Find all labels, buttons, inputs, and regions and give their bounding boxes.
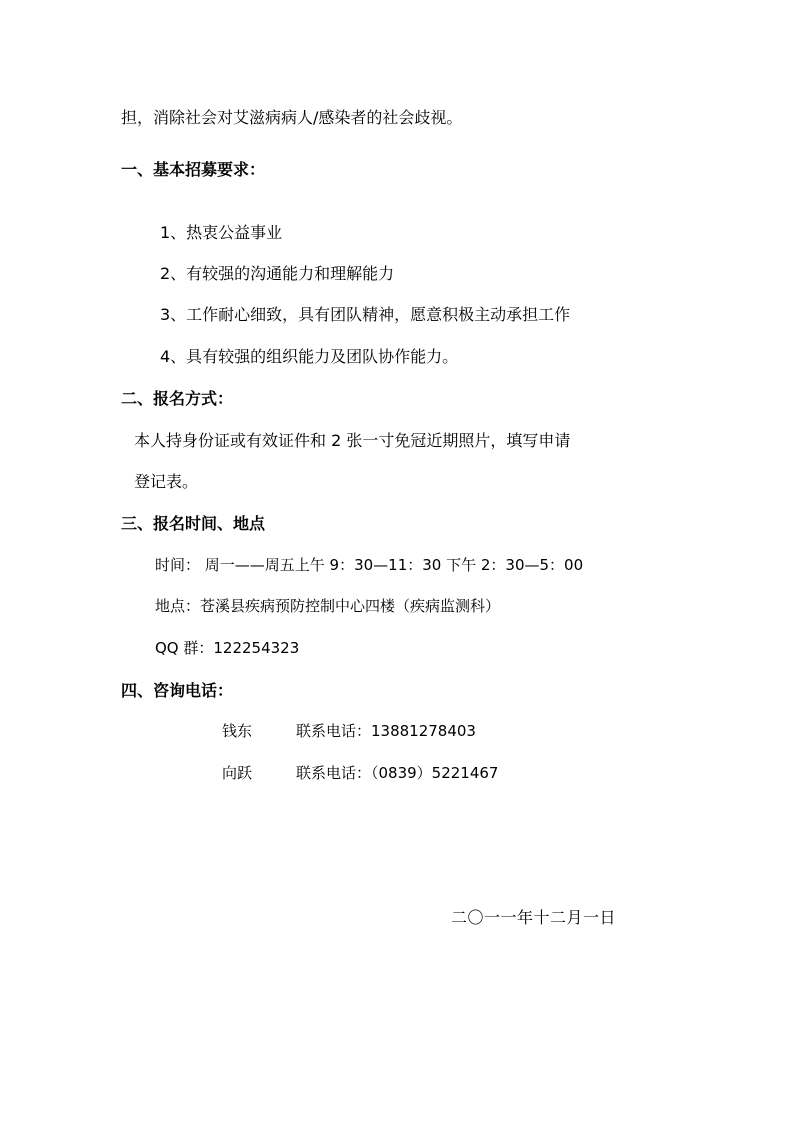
section-heading-requirements: 一、基本招募要求： [121,160,266,179]
contact-name-2: 向跃 [222,764,253,782]
registration-place: 地点：苍溪县疾病预防控制中心四楼（疾病监测科） [155,597,501,615]
requirement-item-4: 4、具有较强的组织能力及团队协作能力。 [160,347,459,366]
requirement-item-3: 3、工作耐心细致，具有团队精神，愿意积极主动承担工作 [160,305,571,324]
requirement-item-2: 2、有较强的沟通能力和理解能力 [160,264,395,283]
contact-name-1: 钱东 [222,722,253,740]
registration-method-text-line2: 登记表。 [134,472,199,491]
requirement-item-1: 1、热衷公益事业 [160,223,283,242]
section-heading-consultation-phone: 四、咨询电话： [121,681,234,700]
registration-method-text-line1: 本人持身份证或有效证件和 2 张一寸免冠近期照片，填写申请 [134,431,571,450]
registration-time: 时间： 周一——周五上午 9：30—11：30 下午 2：30—5：00 [155,556,584,574]
section-heading-registration-method: 二、报名方式： [121,389,234,408]
contact-phone-2: 联系电话：（0839）5221467 [296,764,499,782]
contact-phone-1: 联系电话：13881278403 [296,722,476,740]
intro-paragraph-tail: 担，消除社会对艾滋病病人/感染者的社会歧视。 [121,108,463,127]
qq-group: QQ 群：122254323 [155,639,300,657]
document-date: 二〇一一年十二月一日 [451,908,617,927]
section-heading-time-place: 三、报名时间、地点 [121,514,266,533]
